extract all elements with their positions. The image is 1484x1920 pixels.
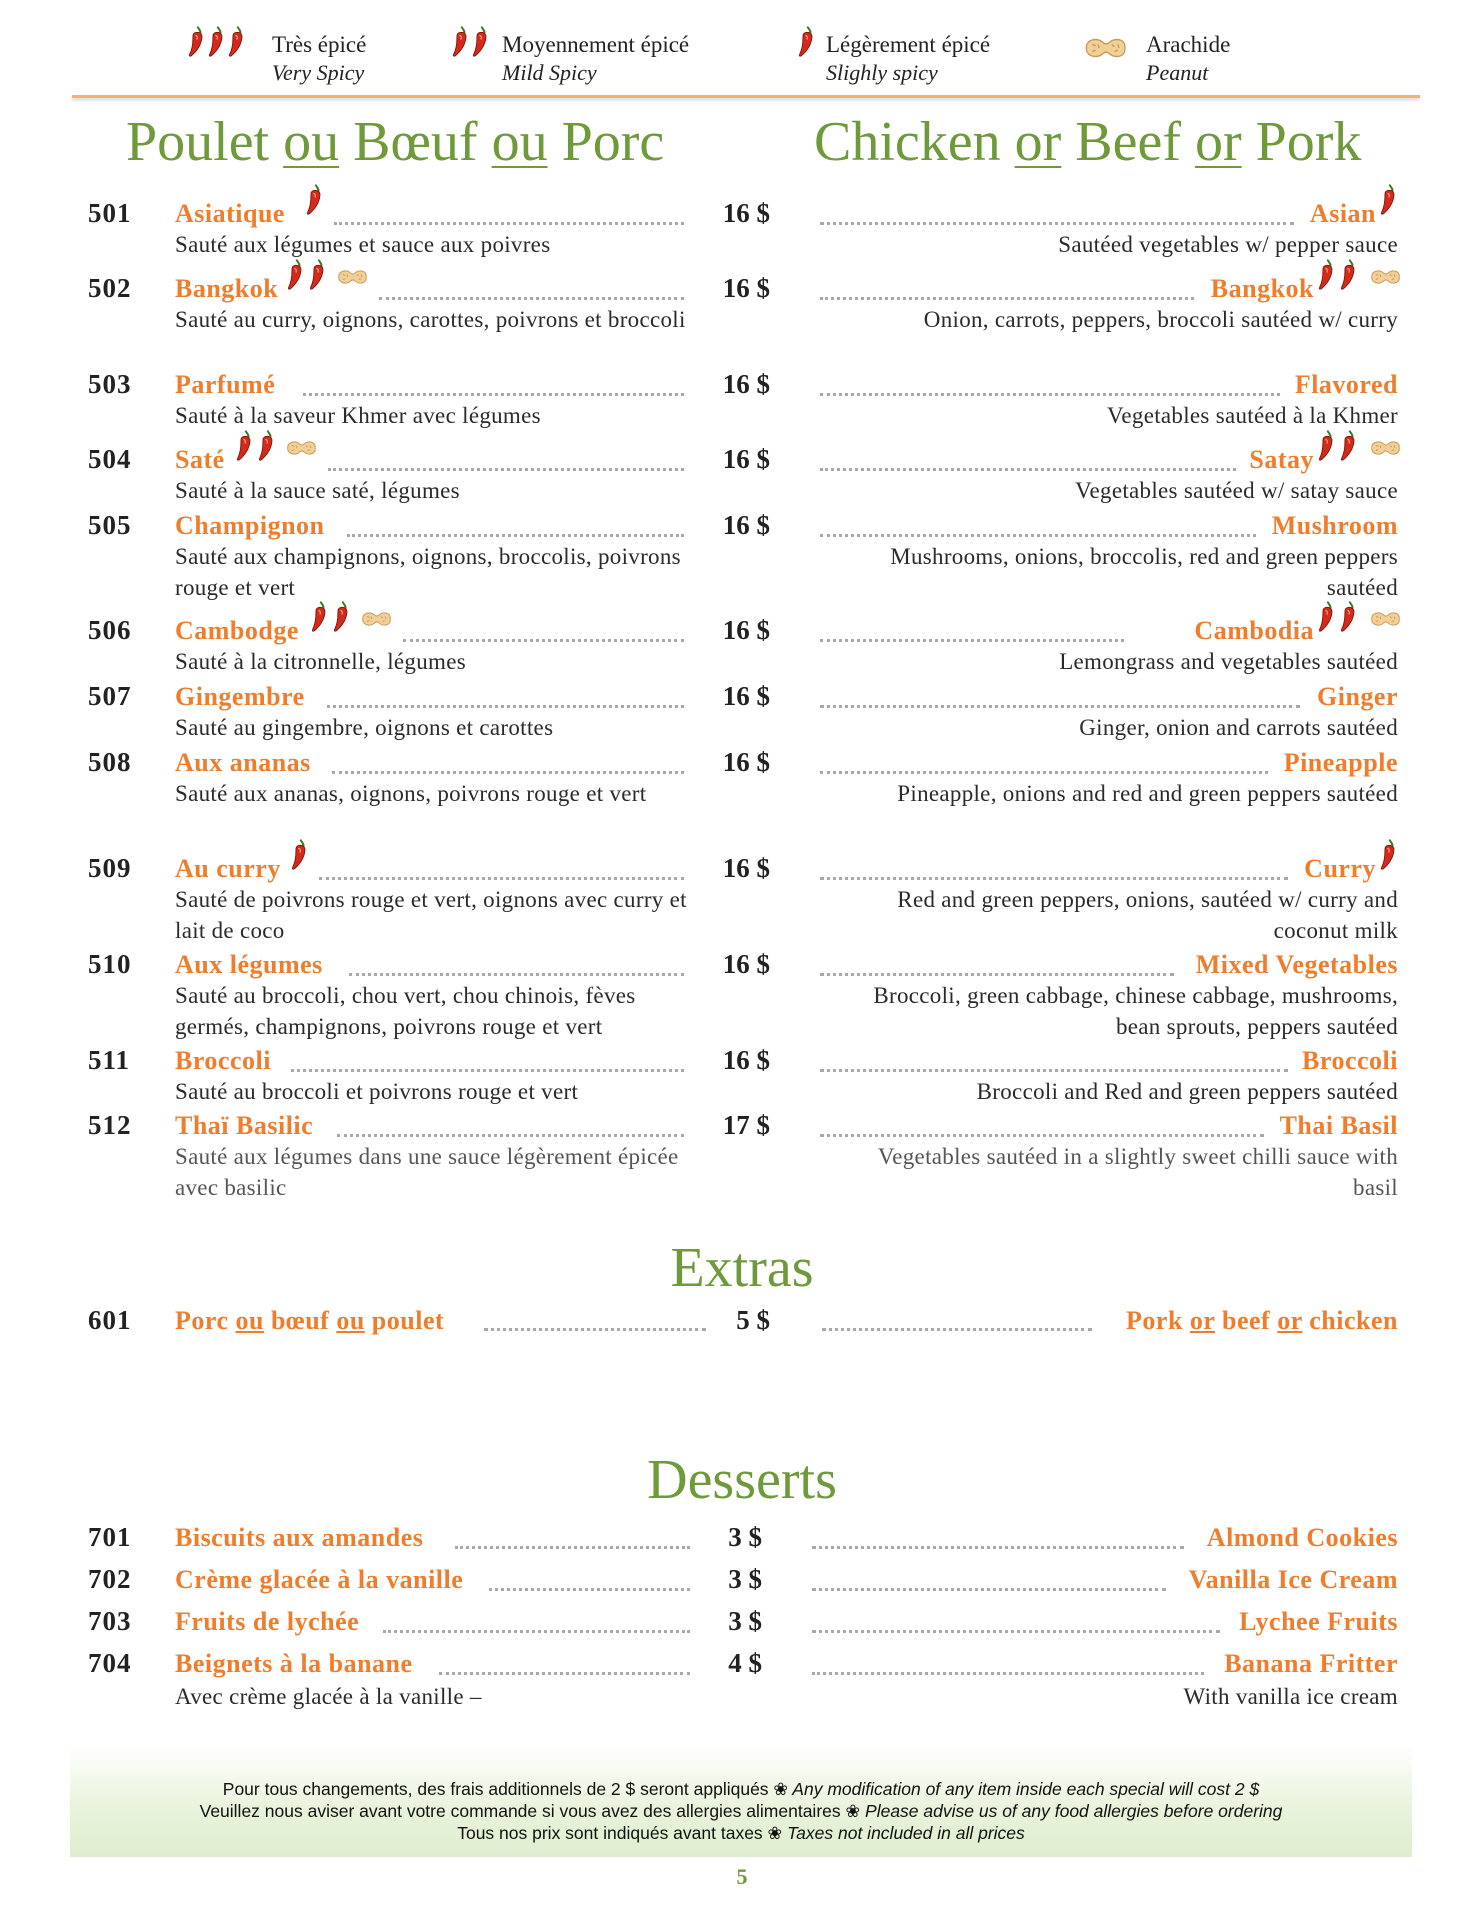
item-description-fr: Sauté aux ananas, oignons, poivrons rouge et vert (175, 781, 647, 806)
item-name-en: Mixed Vegetables (1195, 950, 1398, 979)
item-price: 4 $ (728, 1648, 762, 1678)
item-name-en: Flavored (1294, 370, 1398, 399)
flower-icon: ❀ (845, 1801, 861, 1821)
dot-leader (379, 297, 684, 300)
dot-leader (812, 1630, 1220, 1633)
item-name-fr: Biscuits aux amandes (175, 1523, 424, 1552)
item-number: 508 (88, 747, 132, 777)
item-number: 702 (88, 1564, 132, 1594)
item-name-fr: Bangkok (175, 274, 279, 303)
item-description-fr: Sauté aux légumes dans une sauce légèrement épicée avec basilic (175, 1144, 679, 1200)
dot-leader (820, 468, 1236, 471)
hot-pepper-icon (798, 26, 816, 63)
item-description-fr: Sauté au curry, oignons, carottes, poivrons et broccoli (175, 307, 686, 332)
item-description-en: Vegetables sautéed à la Khmer (1107, 403, 1398, 428)
footer-line-modifications: Pour tous changements, des frais additionnels de 2 $ seront appliqués ❀ Any modification of any item inside each special will cost 2 $ (222, 1779, 1260, 1799)
dot-leader (349, 973, 684, 976)
dot-leader (812, 1546, 1184, 1549)
item-number: 701 (88, 1522, 132, 1552)
dot-leader (403, 639, 684, 642)
legend-label-fr: Très épicé (272, 32, 367, 57)
dot-leader (822, 1328, 1092, 1331)
peanut-icon (284, 438, 318, 463)
page-number: 5 (736, 1864, 748, 1889)
item-name-en: Curry (1304, 854, 1376, 883)
item-number: 510 (88, 949, 132, 979)
item-number: 509 (88, 853, 132, 883)
hot-pepper-icon (1340, 259, 1358, 296)
item-description-fr: Avec crème glacée à la vanille – (175, 1684, 482, 1709)
item-description-en: Broccoli, green cabbage, chinese cabbage, mushrooms, bean sprouts, peppers sautéed (873, 983, 1398, 1039)
dot-leader (484, 1328, 706, 1331)
hot-pepper-icon (258, 430, 276, 467)
dot-leader (337, 1134, 684, 1137)
dot-leader (820, 639, 1124, 642)
peanut-icon (1080, 34, 1130, 67)
item-name-fr: Porc ou bœuf ou poulet (175, 1306, 445, 1335)
item-name-fr: Broccoli (175, 1046, 271, 1075)
item-number: 511 (88, 1045, 131, 1075)
dot-leader (291, 1069, 684, 1072)
dot-leader (812, 1672, 1204, 1675)
item-description-en: Red and green peppers, onions, sautéed w/ curry and coconut milk (897, 887, 1398, 943)
item-price: 16 $ (722, 273, 770, 303)
footer-line-allergies: Veuillez nous aviser avant votre commande si vous avez des allergies alimentaires ❀ Please advise us of any food allergies before ordering (199, 1801, 1283, 1821)
hot-pepper-icon (333, 601, 351, 638)
hot-pepper-icon (1380, 184, 1398, 221)
item-description-fr: Sauté aux légumes et sauce aux poivres (175, 232, 551, 257)
item-price: 16 $ (722, 198, 770, 228)
item-number: 704 (88, 1648, 132, 1678)
legend-label-en: Mild Spicy (502, 60, 597, 85)
item-name-en: Ginger (1317, 682, 1398, 711)
dot-leader (820, 1134, 1264, 1137)
hot-pepper-icon (188, 26, 206, 63)
item-name-fr: Champignon (175, 511, 325, 540)
item-description-en: Lemongrass and vegetables sautéed (1059, 649, 1398, 674)
item-name-en: Broccoli (1302, 1046, 1398, 1075)
extras-heading: Extras (670, 1237, 814, 1299)
hot-pepper-icon (472, 26, 490, 63)
item-description-fr: Sauté au broccoli et poivrons rouge et vert (175, 1079, 579, 1104)
item-price: 16 $ (722, 1045, 770, 1075)
item-name-fr: Au curry (175, 854, 281, 883)
dot-leader (303, 393, 684, 396)
item-description-fr: Sauté au gingembre, oignons et carottes (175, 715, 554, 740)
item-price: 3 $ (728, 1522, 762, 1552)
item-number: 601 (88, 1305, 132, 1335)
dot-leader (319, 877, 684, 880)
item-price: 3 $ (728, 1606, 762, 1636)
item-description-fr: Sauté à la citronnelle, légumes (175, 649, 466, 674)
peanut-icon (1368, 438, 1402, 463)
item-name-fr: Beignets à la banane (175, 1649, 413, 1678)
item-number: 512 (88, 1110, 132, 1140)
dot-leader (812, 1588, 1166, 1591)
hot-pepper-icon (287, 259, 305, 296)
item-description-en: Vegetables sautéed in a slightly sweet chilli sauce with basil (877, 1144, 1398, 1200)
hot-pepper-icon (291, 839, 309, 876)
item-price: 16 $ (722, 510, 770, 540)
item-description-fr: Sauté au broccoli, chou vert, chou chinois, fèves germés, champignons, poivrons rouge et vert (175, 983, 636, 1039)
footer-notice (70, 1745, 1412, 1857)
section-heading-fr: Poulet ou Bœuf ou Porc (126, 111, 665, 173)
dot-leader (820, 771, 1268, 774)
dot-leader (820, 877, 1288, 880)
hot-pepper-icon (1340, 601, 1358, 638)
item-price: 17 $ (722, 1110, 770, 1140)
item-description-en: With vanilla ice cream (1183, 1684, 1398, 1709)
section-heading-en: Chicken or Beef or Pork (814, 111, 1362, 173)
hot-pepper-icon (311, 601, 329, 638)
footer-line-taxes: Tous nos prix sont indiqués avant taxes ❀ Taxes not included in all prices (457, 1823, 1025, 1843)
peanut-icon (1368, 267, 1402, 292)
item-number: 504 (88, 444, 132, 474)
item-number: 703 (88, 1606, 132, 1636)
item-description-en: Onion, carrots, peppers, broccoli sautéed w/ curry (923, 307, 1398, 332)
item-name-fr: Cambodge (175, 616, 299, 645)
dot-leader (820, 297, 1194, 300)
flower-icon: ❀ (773, 1779, 789, 1799)
item-number: 501 (88, 198, 132, 228)
hot-pepper-icon (452, 26, 470, 63)
item-name-en: Pineapple (1283, 748, 1398, 777)
item-description-fr: Sauté de poivrons rouge et vert, oignons avec curry et lait de coco (175, 887, 687, 943)
dot-leader (439, 1672, 690, 1675)
item-price: 3 $ (728, 1564, 762, 1594)
peanut-icon (1368, 609, 1402, 634)
dot-leader (327, 705, 684, 708)
dot-leader (328, 468, 684, 471)
item-price: 16 $ (722, 853, 770, 883)
dot-leader (820, 705, 1300, 708)
item-name-en: Lychee Fruits (1239, 1607, 1398, 1636)
item-number: 502 (88, 273, 132, 303)
item-name-en: Cambodia (1194, 616, 1314, 645)
item-description-en: Vegetables sautéed w/ satay sauce (1075, 478, 1398, 503)
hot-pepper-icon (1318, 430, 1336, 467)
hot-pepper-icon (309, 259, 327, 296)
flower-icon: ❀ (767, 1823, 783, 1843)
item-name-en: Asian (1309, 199, 1376, 228)
hot-pepper-icon (236, 430, 254, 467)
desserts-heading: Desserts (647, 1449, 837, 1511)
item-price: 16 $ (722, 615, 770, 645)
dot-leader (820, 222, 1294, 225)
item-price: 16 $ (722, 681, 770, 711)
item-name-en: Mushroom (1271, 511, 1398, 540)
item-name-fr: Fruits de lychée (175, 1607, 360, 1636)
item-description-en: Ginger, onion and carrots sautéed (1079, 715, 1398, 740)
dot-leader (820, 534, 1256, 537)
item-name-fr: Aux légumes (175, 950, 323, 979)
item-name-fr: Gingembre (175, 682, 305, 711)
legend-label-en: Slighly spicy (826, 60, 938, 85)
dot-leader (332, 771, 684, 774)
item-number: 507 (88, 681, 132, 711)
item-description-en: Pineapple, onions and red and green peppers sautéed (897, 781, 1398, 806)
item-name-en: Almond Cookies (1206, 1523, 1398, 1552)
hot-pepper-icon (306, 184, 324, 221)
item-number: 506 (88, 615, 132, 645)
hot-pepper-icon (228, 26, 246, 63)
item-description-fr: Sauté aux champignons, oignons, broccolis, poivrons rouge et vert (175, 544, 681, 600)
hot-pepper-icon (1318, 601, 1336, 638)
peanut-icon (359, 609, 393, 634)
item-name-en: Bangkok (1210, 274, 1314, 303)
legend-label-en: Peanut (1146, 60, 1209, 85)
item-price: 16 $ (722, 369, 770, 399)
item-name-fr: Thaï Basilic (175, 1111, 314, 1140)
item-description-en: Mushrooms, onions, broccolis, red and green peppers sautéed (890, 544, 1398, 600)
dot-leader (347, 534, 684, 537)
item-name-en: Vanilla Ice Cream (1188, 1565, 1398, 1594)
item-description-fr: Sauté à la sauce saté, légumes (175, 478, 460, 503)
item-price: 16 $ (722, 444, 770, 474)
dot-leader (334, 222, 684, 225)
dot-leader (820, 1069, 1288, 1072)
dot-leader (820, 393, 1280, 396)
hot-pepper-icon (1340, 430, 1358, 467)
item-price: 16 $ (722, 949, 770, 979)
item-name-en: Pork or beef or chicken (1126, 1306, 1398, 1335)
legend-label-fr: Moyennement épicé (502, 32, 690, 57)
legend-divider (72, 95, 1420, 98)
item-name-fr: Asiatique (175, 199, 285, 228)
item-description-en: Broccoli and Red and green peppers sautéed (976, 1079, 1398, 1104)
legend-label-fr: Légèrement épicé (826, 32, 991, 57)
item-price: 5 $ (736, 1305, 770, 1335)
item-name-fr: Parfumé (175, 370, 276, 399)
item-description-en: Sautéed vegetables w/ pepper sauce (1058, 232, 1398, 257)
item-name-en: Banana Fritter (1224, 1649, 1398, 1678)
dot-leader (383, 1630, 690, 1633)
dot-leader (455, 1546, 690, 1549)
peanut-icon (335, 267, 369, 292)
item-number: 505 (88, 510, 132, 540)
hot-pepper-icon (208, 26, 226, 63)
hot-pepper-icon (1318, 259, 1336, 296)
item-name-en: Satay (1249, 445, 1314, 474)
item-description-fr: Sauté à la saveur Khmer avec légumes (175, 403, 541, 428)
item-name-fr: Saté (175, 445, 225, 474)
legend-label-fr: Arachide (1146, 32, 1231, 57)
item-name-fr: Aux ananas (175, 748, 311, 777)
item-name-en: Thai Basil (1279, 1111, 1398, 1140)
item-price: 16 $ (722, 747, 770, 777)
item-name-fr: Crème glacée à la vanille (175, 1565, 464, 1594)
dot-leader (820, 973, 1174, 976)
hot-pepper-icon (1380, 839, 1398, 876)
legend-label-en: Very Spicy (272, 60, 365, 85)
dot-leader (489, 1588, 690, 1591)
item-number: 503 (88, 369, 132, 399)
